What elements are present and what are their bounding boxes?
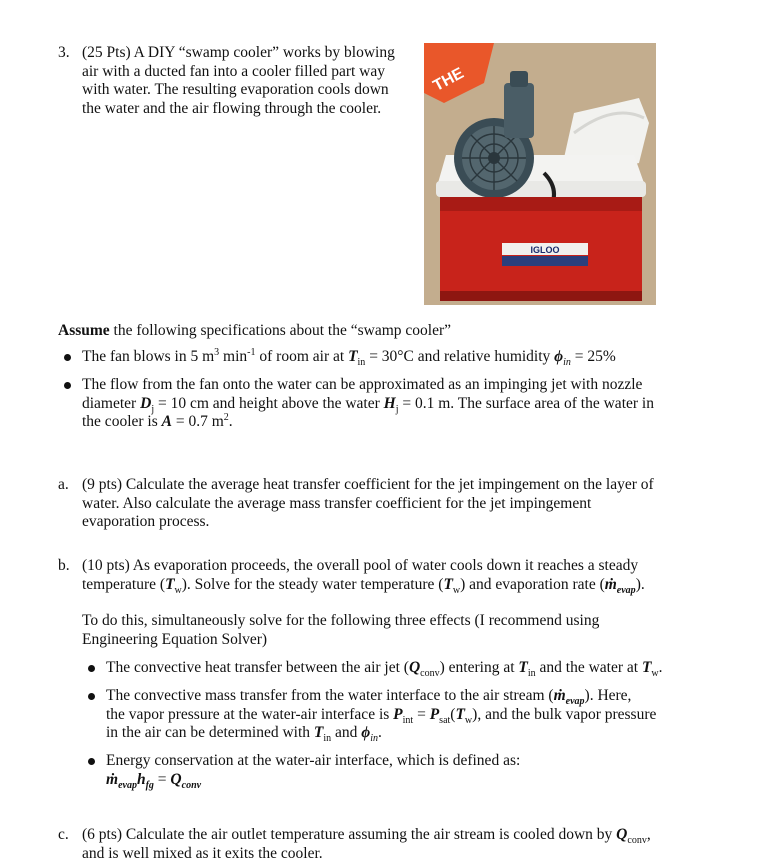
sub: int	[403, 715, 414, 726]
var-A: A	[162, 413, 172, 430]
text: The convective mass transfer from the water interface to the air stream (	[106, 687, 554, 704]
sub: in	[358, 357, 366, 368]
sub: j	[396, 404, 399, 415]
bullet	[88, 665, 95, 672]
bullet	[88, 693, 95, 700]
text: (10 pts) As evaporation proceeds, the overall pool of water cools down it reaches a steady	[82, 557, 722, 576]
text: water. Also calculate the average mass transfer coefficient for the jet impingement	[82, 495, 722, 514]
var-Q: Q	[170, 771, 181, 788]
var-T: T	[518, 659, 527, 676]
var-T: T	[443, 576, 452, 593]
text: ) and evaporation rate (	[460, 576, 605, 593]
part-c-label: c.	[58, 826, 69, 845]
sub: w	[453, 585, 460, 596]
energy-equation	[106, 771, 726, 790]
var-H: H	[384, 395, 396, 412]
sub: evap	[118, 780, 137, 791]
sub: w	[465, 715, 472, 726]
var-phi: ϕ	[554, 348, 563, 365]
sub: w	[651, 668, 658, 679]
text: =	[413, 706, 430, 723]
var-Q: Q	[616, 826, 627, 843]
sub: conv	[182, 780, 201, 791]
part-b-label: b.	[58, 557, 70, 576]
intro-line: with water. The resulting evaporation cools down	[82, 81, 422, 100]
text: diameter	[82, 395, 140, 412]
text: of room air at	[256, 348, 349, 365]
part-b-text	[82, 557, 722, 594]
text: = 30°C and relative humidity	[365, 348, 554, 365]
var-mdot: ṁ	[554, 687, 566, 704]
spec-jet	[82, 376, 722, 432]
text: evaporation process.	[82, 513, 722, 532]
text: .	[229, 413, 233, 430]
text: and	[331, 724, 361, 741]
var-D: D	[140, 395, 151, 412]
var-T: T	[455, 706, 464, 723]
text: (	[450, 706, 455, 723]
sup: 2	[224, 412, 229, 423]
text: (6 pts) Calculate the air outlet temperature assuming the air stream is cooled down by	[82, 826, 616, 843]
text: min	[219, 348, 247, 365]
swamp-cooler-photo	[424, 43, 656, 305]
text: in the air can be determined with	[106, 724, 314, 741]
sup: 3	[214, 347, 219, 358]
var-P: P	[430, 706, 439, 723]
intro-line: the water and the air flowing through the cooler.	[82, 100, 422, 119]
text: The convective heat transfer between the air jet (	[106, 659, 409, 676]
sub: fg	[146, 780, 154, 791]
effect-heat-transfer	[106, 659, 726, 678]
sub: sat	[439, 715, 450, 726]
part-b-instructions	[82, 612, 722, 649]
var-mdot: ṁ	[106, 771, 118, 788]
bucket-logo-text: THE	[430, 65, 467, 95]
var-T: T	[165, 576, 174, 593]
var-P: P	[393, 706, 402, 723]
sub: in	[370, 733, 378, 744]
sub: in	[323, 733, 331, 744]
effect-energy-conservation	[106, 752, 726, 789]
text: ).	[636, 576, 645, 593]
var-mdot: ṁ	[605, 576, 617, 593]
sub: in	[563, 357, 571, 368]
effect-mass-transfer	[106, 687, 726, 743]
question-intro	[82, 44, 422, 118]
text: and the water at	[536, 659, 642, 676]
sup: -1	[247, 347, 255, 358]
sub: conv	[420, 668, 439, 679]
sub: w	[175, 585, 182, 596]
text: the vapor pressure at the water-air interface is	[106, 706, 393, 723]
var-T: T	[642, 659, 651, 676]
text: (9 pts) Calculate the average heat transfer coefficient for the jet impingement on the layer of	[82, 476, 722, 495]
part-c-text	[82, 826, 722, 863]
var-Q: Q	[409, 659, 420, 676]
var-T: T	[348, 348, 357, 365]
text: The flow from the fan onto the water can be approximated as an impinging jet with nozzle	[82, 376, 722, 395]
text: ,	[647, 826, 651, 843]
text: and is well mixed as it exits the cooler.	[82, 845, 722, 863]
text: = 10 cm and height above the water	[154, 395, 384, 412]
text: =	[154, 771, 171, 788]
part-a-label: a.	[58, 476, 69, 495]
bullet	[88, 758, 95, 765]
intro-line: (25 Pts) A DIY “swamp cooler” works by blowing	[82, 44, 422, 63]
text: ) entering at	[440, 659, 519, 676]
spec-fan-flow	[82, 348, 702, 367]
var-phi: ϕ	[361, 724, 370, 741]
text: temperature (	[82, 576, 165, 593]
sub: in	[528, 668, 536, 679]
swamp-cooler-illustration	[424, 43, 656, 305]
assume-bold: Assume	[58, 322, 110, 339]
intro-line: air with a ducted fan into a cooler filled part way	[82, 63, 422, 82]
var-T: T	[314, 724, 323, 741]
text: .	[659, 659, 663, 676]
sub: evap	[617, 585, 636, 596]
sub: j	[151, 404, 154, 415]
text: Energy conservation at the water-air interface, which is defined as:	[106, 752, 726, 771]
text: ). Here,	[585, 687, 632, 704]
sub: conv	[627, 835, 646, 846]
bullet	[64, 382, 71, 389]
text: the cooler is	[82, 413, 162, 430]
text: The fan blows in 5 m	[82, 348, 214, 365]
part-a-text	[82, 476, 722, 532]
question-number: 3.	[58, 44, 70, 63]
var-h: h	[137, 771, 146, 788]
assume-heading	[58, 322, 451, 341]
assume-rest: the following specifications about the “swamp cooler”	[110, 322, 451, 339]
text: ). Solve for the steady water temperature (	[182, 576, 444, 593]
text: = 0.1 m. The surface area of the water in	[398, 395, 654, 412]
text: = 0.7 m	[172, 413, 224, 430]
text: = 25%	[571, 348, 616, 365]
text: ), and the bulk vapor pressure	[472, 706, 656, 723]
sub: evap	[566, 696, 585, 707]
text: To do this, simultaneously solve for the following three effects (I recommend using	[82, 612, 722, 631]
text: Engineering Equation Solver)	[82, 631, 722, 650]
text: .	[378, 724, 382, 741]
cooler-brand-label: IGLOO	[531, 245, 560, 255]
bullet	[64, 354, 71, 361]
